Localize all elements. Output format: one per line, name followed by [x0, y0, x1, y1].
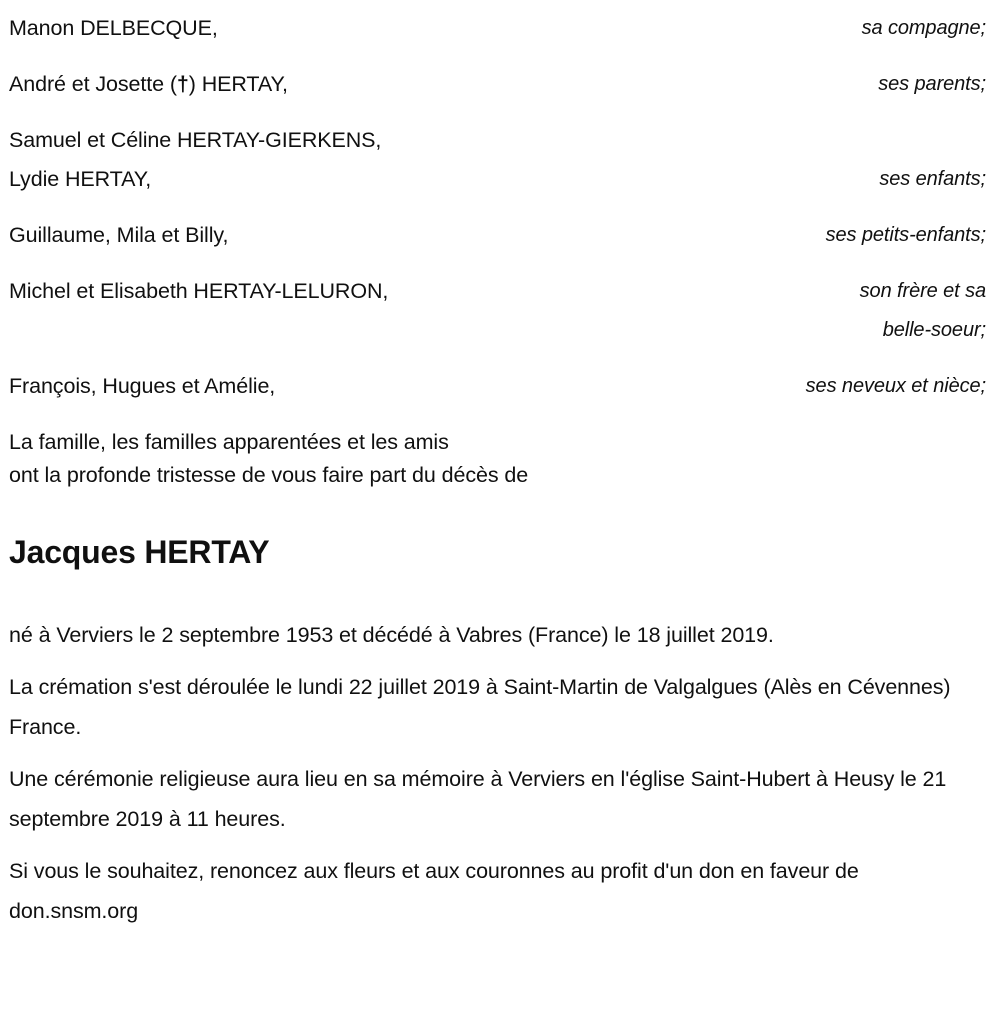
relation-label: sa compagne;	[861, 17, 986, 39]
roster-names	[9, 367, 275, 406]
roster-row	[9, 121, 988, 199]
family-member-name: Michel et Elisabeth HERTAY-LELURON,	[9, 279, 389, 303]
deceased-name-heading: Jacques HERTAY	[9, 534, 270, 570]
relation-label: ses neveux et nièce;	[805, 375, 986, 397]
family-member-name: Samuel et Céline HERTAY-GIERKENS,	[9, 128, 382, 152]
roster-row	[9, 216, 988, 255]
roster-gap	[9, 104, 988, 121]
roster-relation	[879, 160, 988, 199]
roster-row	[9, 9, 988, 48]
ceremony-paragraph: Une cérémonie religieuse aura lieu en sa mémoire à Verviers en l'église Saint-Hubert à Heusy le 21 septembre 2019 à 11 heures.	[9, 767, 947, 831]
roster-names	[9, 272, 388, 311]
relation-label: belle-soeur;	[882, 319, 986, 341]
roster-names	[9, 65, 288, 104]
roster-relation	[826, 216, 988, 255]
cremation-paragraph: La crémation s'est déroulée le lundi 22 juillet 2019 à Saint-Martin de Valgalgues (Alès en Cévennes) France.	[9, 675, 951, 739]
roster-gap	[9, 255, 988, 272]
relation-label: ses enfants;	[879, 168, 986, 190]
dagger-icon: †	[176, 72, 189, 96]
family-member-name: Manon DELBECQUE,	[9, 16, 218, 40]
roster-relation	[860, 272, 988, 350]
donation-paragraph: Si vous le souhaitez, renoncez aux fleurs et aux couronnes au profit d'un don en faveur de don.snsm.org	[9, 859, 859, 923]
family-member-name: François, Hugues et Amélie,	[9, 374, 276, 398]
family-member-name: Guillaume, Mila et Billy,	[9, 223, 229, 247]
roster-row	[9, 272, 988, 350]
family-member-name: Lydie HERTAY,	[9, 167, 152, 191]
roster-names	[9, 216, 228, 255]
relation-label: ses parents;	[878, 73, 986, 95]
announcement-body	[9, 615, 988, 931]
intro-line: La famille, les familles apparentées et les amis	[9, 430, 449, 454]
roster-gap	[9, 199, 988, 216]
roster-gap	[9, 48, 988, 65]
roster-row	[9, 367, 988, 406]
roster-names	[9, 9, 218, 48]
intro-line: ont la profonde tristesse de vous faire part du décès de	[9, 463, 529, 487]
family-roster	[9, 0, 988, 406]
roster-relation	[862, 9, 988, 48]
roster-gap	[9, 350, 988, 367]
roster-row	[9, 65, 988, 104]
roster-relation	[878, 65, 988, 104]
roster-relation	[806, 367, 988, 406]
relation-label: ses petits-enfants;	[825, 224, 986, 246]
birth-death-paragraph: né à Verviers le 2 septembre 1953 et décédé à Vabres (France) le 18 juillet 2019.	[9, 623, 774, 647]
family-member-name: André et Josette (†) HERTAY,	[9, 72, 288, 96]
roster-names	[9, 121, 381, 199]
relation-label: son frère et sa	[859, 280, 986, 302]
announcement-intro	[9, 426, 988, 492]
